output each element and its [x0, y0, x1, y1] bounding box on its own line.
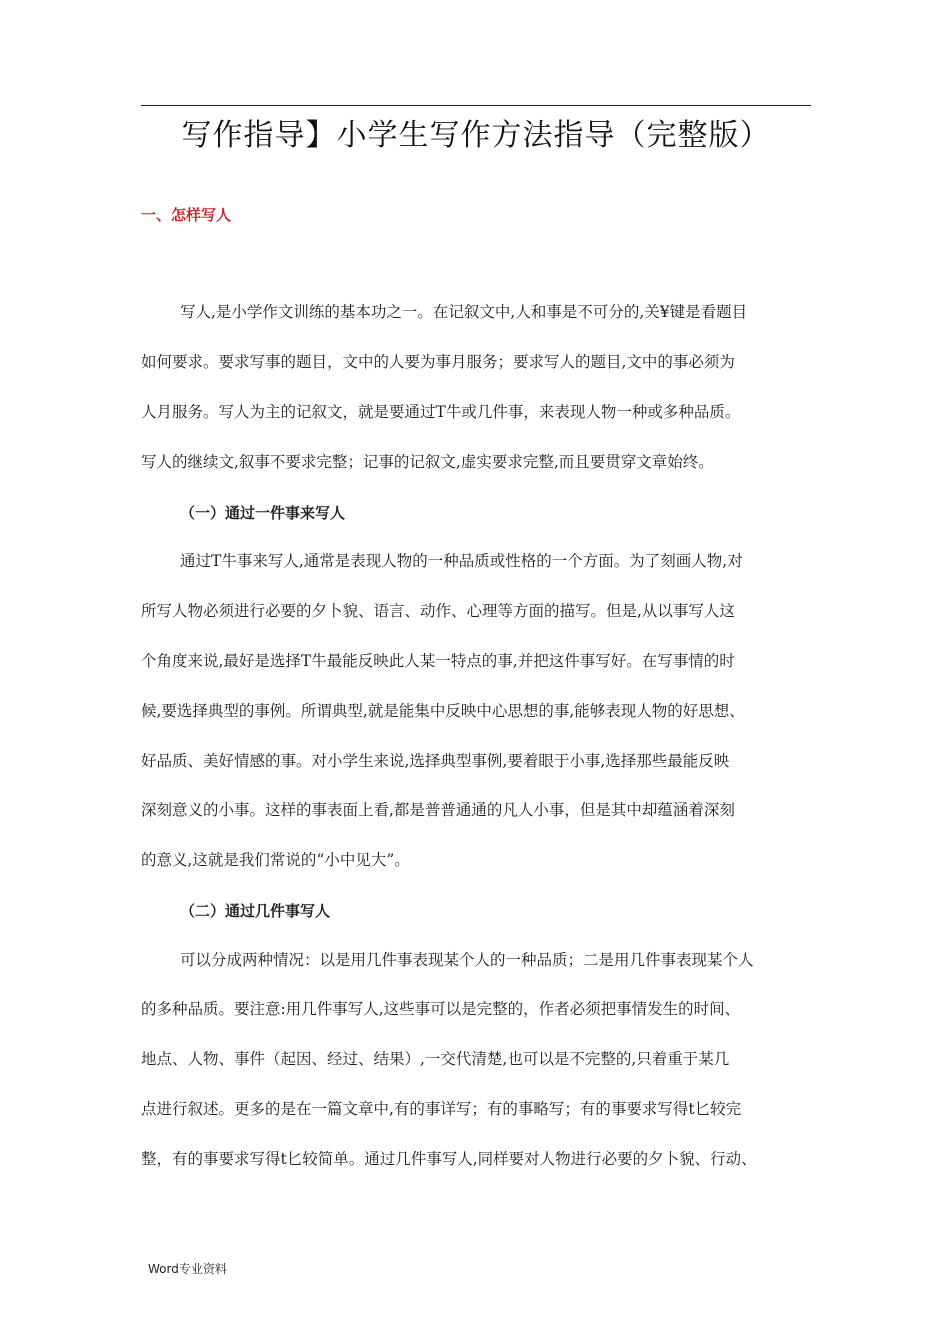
paragraph3-line: 可以分成两种情况：以是用几件事表现某个人的一种品质；二是用几件事表现某个人 [180, 951, 754, 969]
paragraph2-line: 通过T牛事来写人,通常是表现人物的一种品质或性格的一个方面。为了刻画人物,对 [180, 552, 743, 570]
paragraph2-line: 个角度来说,最好是选择T牛最能反映此人某一特点的事,并把这件事写好。在写事情的时 [141, 652, 735, 670]
paragraph2-line: 好品质、美好情感的事。对小学生来说,选择典型事例,要着眼于小事,选择那些最能反映 [141, 752, 730, 770]
paragraph1-line: 写人的继续文,叙事不要求完整；记事的记叙文,虚实要求完整,而且要贯穿文章始终。 [141, 453, 714, 471]
section-heading: 一、怎样写人 [141, 206, 232, 224]
paragraph2-line: 所写人物必须进行必要的夕卜貌、语言、动作、心理等方面的描写。但是,从以事写人这 [141, 602, 735, 620]
paragraph2-line: 的意义,这就是我们常说的“小中见大”。 [141, 851, 410, 869]
paragraph3-line: 整，有的事要求写得t匕较简单。通过几件事写人,同样要对人物进行必要的夕卜貌、行动、 [141, 1150, 757, 1168]
page-footer: Word专业资料 [148, 1262, 227, 1276]
subheading-one-event: （一）通过一件事来写人 [180, 504, 346, 522]
subheading-several-events: （二）通过几件事写人 [180, 902, 331, 920]
document-title: 写作指导】小学生写作方法指导（完整版） [181, 118, 771, 153]
paragraph2-line: 候,要选择典型的事例。所谓典型,就是能集中反映中心思想的事,能够表现人物的好思想、 [141, 702, 745, 720]
top-rule [141, 105, 811, 106]
paragraph2-line: 深刻意义的小事。这样的事表面上看,都是普普通通的凡人小事，但是其中却蕴涵着深刻 [141, 801, 735, 819]
paragraph3-line: 的多种品质。要注意:用几件事写人,这些事可以是完整的，作者必须把事情发生的时间、 [141, 1000, 741, 1018]
paragraph3-line: 地点、人物、事件（起因、经过、结果）,一交代清楚,也可以是不完整的,只着重于某几 [141, 1050, 730, 1068]
paragraph3-line: 点进行叙述。更多的是在一篇文章中,有的事详写；有的事略写；有的事要求写得t匕较完 [141, 1100, 742, 1118]
paragraph1-line: 人月服务。写人为主的记叙文，就是要通过T牛或几件事，来表现人物一种或多种品质。 [141, 403, 741, 421]
paragraph1-line: 写人,是小学作文训练的基本功之一。在记叙文中,人和事是不可分的,关¥键是看题目 [180, 303, 748, 321]
paragraph1-line: 如何要求。要求写事的题目，文中的人要为事月服务；要求写人的题目,文中的事必须为 [141, 353, 735, 371]
